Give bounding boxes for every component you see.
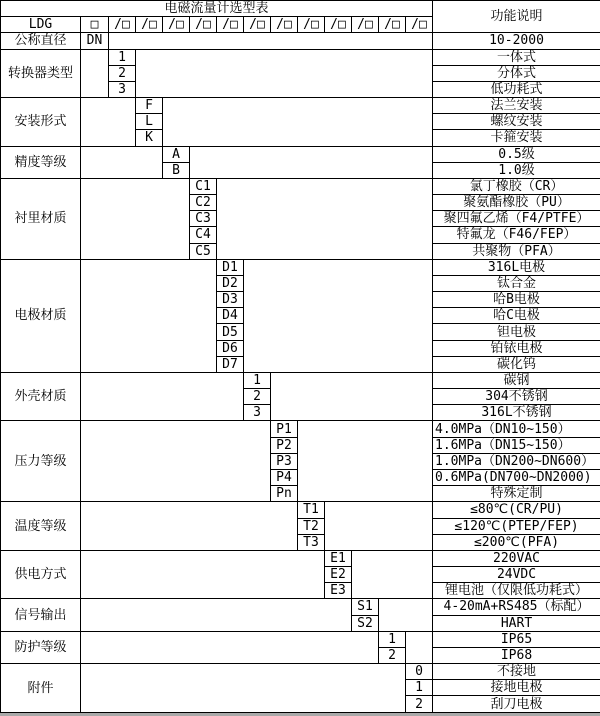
category-label: 外壳材质 <box>1 372 81 421</box>
option-description: 低功耗式 <box>433 81 600 97</box>
option-code: S2 <box>352 615 379 631</box>
category-label: 电极材质 <box>1 259 81 372</box>
spacer-cell <box>109 33 433 49</box>
option-description: 1.0MPa（DN200~DN600） <box>433 453 600 469</box>
category-label: 精度等级 <box>1 146 81 178</box>
category-label: 衬里材质 <box>1 178 81 259</box>
spacer-cell <box>244 259 433 372</box>
option-code: D1 <box>217 259 244 275</box>
category-label: 防护等级 <box>1 631 81 663</box>
category-label: 供电方式 <box>1 550 81 599</box>
option-description: 0.6MPa(DN700~DN2000) <box>433 469 600 485</box>
option-description: 氯丁橡胶（CR） <box>433 178 600 194</box>
option-code: P4 <box>271 469 298 485</box>
model-slash-box: /□ <box>136 17 163 33</box>
option-code: D7 <box>217 356 244 372</box>
function-description-header: 功能说明 <box>433 1 600 33</box>
option-code: 1 <box>379 631 406 647</box>
model-slash-box: /□ <box>163 17 190 33</box>
table-row <box>1 98 600 114</box>
option-description: IP68 <box>433 647 600 663</box>
option-code: 1 <box>406 680 433 696</box>
option-description: ≤120℃(PTEP/FEP) <box>433 518 600 534</box>
option-code: 2 <box>109 65 136 81</box>
spacer-cell <box>81 550 325 599</box>
model-slash-box: /□ <box>217 17 244 33</box>
option-code: S1 <box>352 599 379 615</box>
option-code: B <box>163 162 190 178</box>
spacer-cell <box>163 98 433 147</box>
option-code: K <box>136 130 163 146</box>
option-code: 2 <box>379 647 406 663</box>
option-description: IP65 <box>433 631 600 647</box>
model-code-box: □ <box>81 17 109 33</box>
table-row <box>1 372 600 388</box>
model-slash-box: /□ <box>298 17 325 33</box>
option-description: 304不锈钢 <box>433 389 600 405</box>
option-description: HART <box>433 615 600 631</box>
option-code: P1 <box>271 421 298 437</box>
spacer-cell <box>81 502 298 551</box>
option-description: 316L不锈钢 <box>433 405 600 421</box>
option-description: 钽电极 <box>433 324 600 340</box>
option-description: 接地电极 <box>433 680 600 696</box>
table-row <box>1 1 600 17</box>
option-code: P3 <box>271 453 298 469</box>
spacer-cell <box>352 550 433 599</box>
spacer-cell <box>406 631 433 663</box>
spacer-cell <box>190 146 433 178</box>
option-code: E2 <box>325 567 352 583</box>
model-prefix: LDG <box>1 17 81 33</box>
option-description: 4.0MPa（DN10~150） <box>433 421 600 437</box>
table-row <box>1 146 600 162</box>
option-code: 1 <box>109 49 136 65</box>
option-code: 3 <box>244 405 271 421</box>
option-code: C3 <box>190 211 217 227</box>
option-description: 316L电极 <box>433 259 600 275</box>
option-code: 3 <box>109 81 136 97</box>
option-description: 24VDC <box>433 567 600 583</box>
option-description: 刮刀电极 <box>433 696 600 713</box>
option-description: ≤200℃(PFA) <box>433 534 600 550</box>
option-code: E3 <box>325 583 352 599</box>
option-description: 不接地 <box>433 664 600 680</box>
spacer-cell <box>136 49 433 98</box>
table-row <box>1 259 600 275</box>
option-code: T2 <box>298 518 325 534</box>
option-description: 聚四氟乙烯（F4/PTFE） <box>433 211 600 227</box>
option-code: L <box>136 114 163 130</box>
category-label: 温度等级 <box>1 502 81 551</box>
spacer-cell <box>81 421 271 502</box>
model-slash-box: /□ <box>379 17 406 33</box>
option-description: 铂铱电极 <box>433 340 600 356</box>
option-code: A <box>163 146 190 162</box>
option-code: 1 <box>244 372 271 388</box>
option-code: C5 <box>190 243 217 259</box>
spacer-cell <box>81 631 379 663</box>
table-row <box>1 631 600 647</box>
table-row <box>1 33 600 49</box>
option-description: 共聚物（PFA） <box>433 243 600 259</box>
option-description: 哈B电极 <box>433 292 600 308</box>
spacer-cell <box>81 98 136 147</box>
category-label: 公称直径 <box>1 33 81 49</box>
option-code: D2 <box>217 275 244 291</box>
option-code: F <box>136 98 163 114</box>
option-description: ≤80℃(CR/PU) <box>433 502 600 518</box>
table-row <box>1 664 600 680</box>
option-description: 哈C电极 <box>433 308 600 324</box>
option-description: 10-2000 <box>433 33 600 49</box>
model-slash-box: /□ <box>406 17 433 33</box>
option-code: Pn <box>271 486 298 502</box>
spacer-cell <box>217 178 433 259</box>
option-description: 锂电池（仅限低功耗式） <box>433 583 600 599</box>
category-label: 转换器类型 <box>1 49 81 98</box>
option-code: DN <box>81 33 109 49</box>
option-description: 钛合金 <box>433 275 600 291</box>
option-code: 0 <box>406 664 433 680</box>
option-code: 2 <box>244 389 271 405</box>
option-description: 220VAC <box>433 550 600 566</box>
spacer-cell <box>81 599 352 631</box>
table-row <box>1 178 600 194</box>
spacer-cell <box>81 178 190 259</box>
option-code: D3 <box>217 292 244 308</box>
table-body <box>1 1 600 713</box>
category-label: 安装形式 <box>1 98 81 147</box>
option-description: 分体式 <box>433 65 600 81</box>
table-row <box>1 599 600 615</box>
option-description: 特氟龙（F46/FEP） <box>433 227 600 243</box>
option-description: 碳钢 <box>433 372 600 388</box>
option-code: T3 <box>298 534 325 550</box>
model-slash-box: /□ <box>109 17 136 33</box>
option-code: E1 <box>325 550 352 566</box>
option-code: C2 <box>190 195 217 211</box>
spacer-cell <box>81 259 217 372</box>
spacer-cell <box>325 502 433 551</box>
option-description: 卡箍安装 <box>433 130 600 146</box>
option-description: 一体式 <box>433 49 600 65</box>
model-slash-box: /□ <box>244 17 271 33</box>
option-code: D6 <box>217 340 244 356</box>
option-description: 4-20mA+RS485（标配） <box>433 599 600 615</box>
spacer-cell <box>81 664 406 713</box>
spacer-cell <box>298 421 433 502</box>
spacer-cell <box>81 372 244 421</box>
category-label: 压力等级 <box>1 421 81 502</box>
spacer-cell <box>271 372 433 421</box>
option-code: T1 <box>298 502 325 518</box>
spacer-cell <box>81 146 163 178</box>
option-description: 特殊定制 <box>433 486 600 502</box>
table-title: 电磁流量计选型表 <box>1 1 433 17</box>
option-description: 1.0级 <box>433 162 600 178</box>
spacer-cell <box>81 49 109 98</box>
option-code: D4 <box>217 308 244 324</box>
option-code: C4 <box>190 227 217 243</box>
option-code: C1 <box>190 178 217 194</box>
option-description: 聚氨酯橡胶（PU） <box>433 195 600 211</box>
spacer-cell <box>379 599 433 631</box>
option-description: 螺纹安装 <box>433 114 600 130</box>
table-row <box>1 49 600 65</box>
option-description: 法兰安装 <box>433 98 600 114</box>
option-description: 碳化钨 <box>433 356 600 372</box>
option-description: 1.6MPa（DN15~150） <box>433 437 600 453</box>
model-slash-box: /□ <box>271 17 298 33</box>
table-row <box>1 550 600 566</box>
option-code: D5 <box>217 324 244 340</box>
option-description: 0.5级 <box>433 146 600 162</box>
model-slash-box: /□ <box>325 17 352 33</box>
category-label: 信号输出 <box>1 599 81 631</box>
model-slash-box: /□ <box>352 17 379 33</box>
table-row <box>1 502 600 518</box>
model-slash-box: /□ <box>190 17 217 33</box>
table-row <box>1 421 600 437</box>
option-code: 2 <box>406 696 433 713</box>
category-label: 附件 <box>1 664 81 713</box>
option-code: P2 <box>271 437 298 453</box>
